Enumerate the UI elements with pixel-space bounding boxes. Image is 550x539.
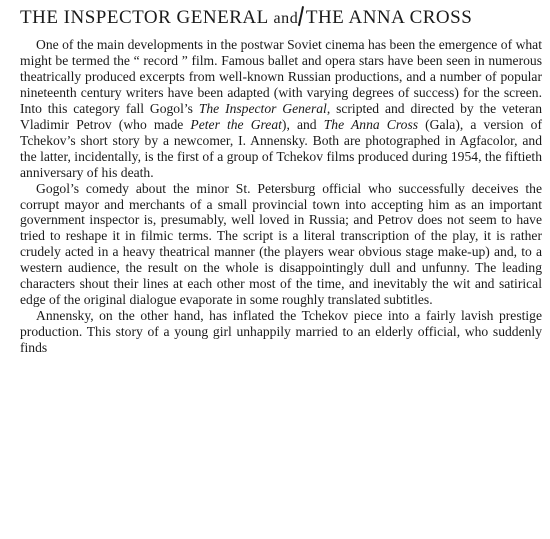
italic-title-text: Peter the Great [190, 116, 282, 132]
article-headline [20, 6, 542, 31]
handwritten-mark [298, 6, 304, 26]
paragraph-text: Gogol’s comedy about the minor St. Petersburg official who successfully deceives the corrupt mayor and merchants of a small provincial town into accepting him as an important government inspector is, presumably, well loved in Russia; and Petrov does not seem to have tried to reshape it in filmic terms. The script is a literal transcription of the play, it is rather crudely acted in a heavy theatrical manner (the players wear obvious stage make-up) and, to a western audience, the result on the whole is disappointingly dull and unfunny. The leading characters shout their lines at each other most of the time, and inevitably the wit and satirical edge of the original dialogue evaporate in some roughly translated subtitles. [20, 180, 542, 308]
article-paragraph [20, 37, 542, 181]
paragraph-text: ), and [281, 116, 324, 132]
paragraph-text: (Gala), a version of Tchekov’s short story by a newcomer, I. Annensky. Both are photographed in Agfacolor, and the latter, incidentally, is the first of a group of Tchekov films produced during 1954, the fiftieth anniversary of his death. [20, 116, 542, 180]
paragraph-text: , scripted and directed by the veteran Vladimir Petrov (who made [20, 100, 543, 132]
article-paragraph [20, 181, 542, 309]
article-paragraph [20, 308, 542, 356]
italic-title-text: The Anna Cross [323, 116, 419, 132]
headline-conjunction: and [273, 10, 299, 27]
headline-title-inspector-general: THE INSPECTOR GENERAL [20, 7, 269, 28]
paragraph-text: Annensky, on the other hand, has inflated the Tchekov piece into a fairly lavish prestige production. This story of a young girl unhappily married to an elderly official, who suddenly finds [20, 308, 542, 356]
headline-title-anna-cross: THE ANNA CROSS [305, 7, 473, 28]
italic-title-text: The Inspector General [198, 100, 327, 116]
article-body [20, 37, 542, 356]
paragraph-text: One of the main developments in the postwar Soviet cinema has been the emergence of what might be termed the “ record ” film. Famous ballet and opera stars have been seen in numerous theatrically produced excerpts from well-known Russian productions, and a number of popular nineteenth century writers have been adapted (with varying degrees of success) for the screen. Into this category fall Gogol’s [20, 37, 542, 116]
